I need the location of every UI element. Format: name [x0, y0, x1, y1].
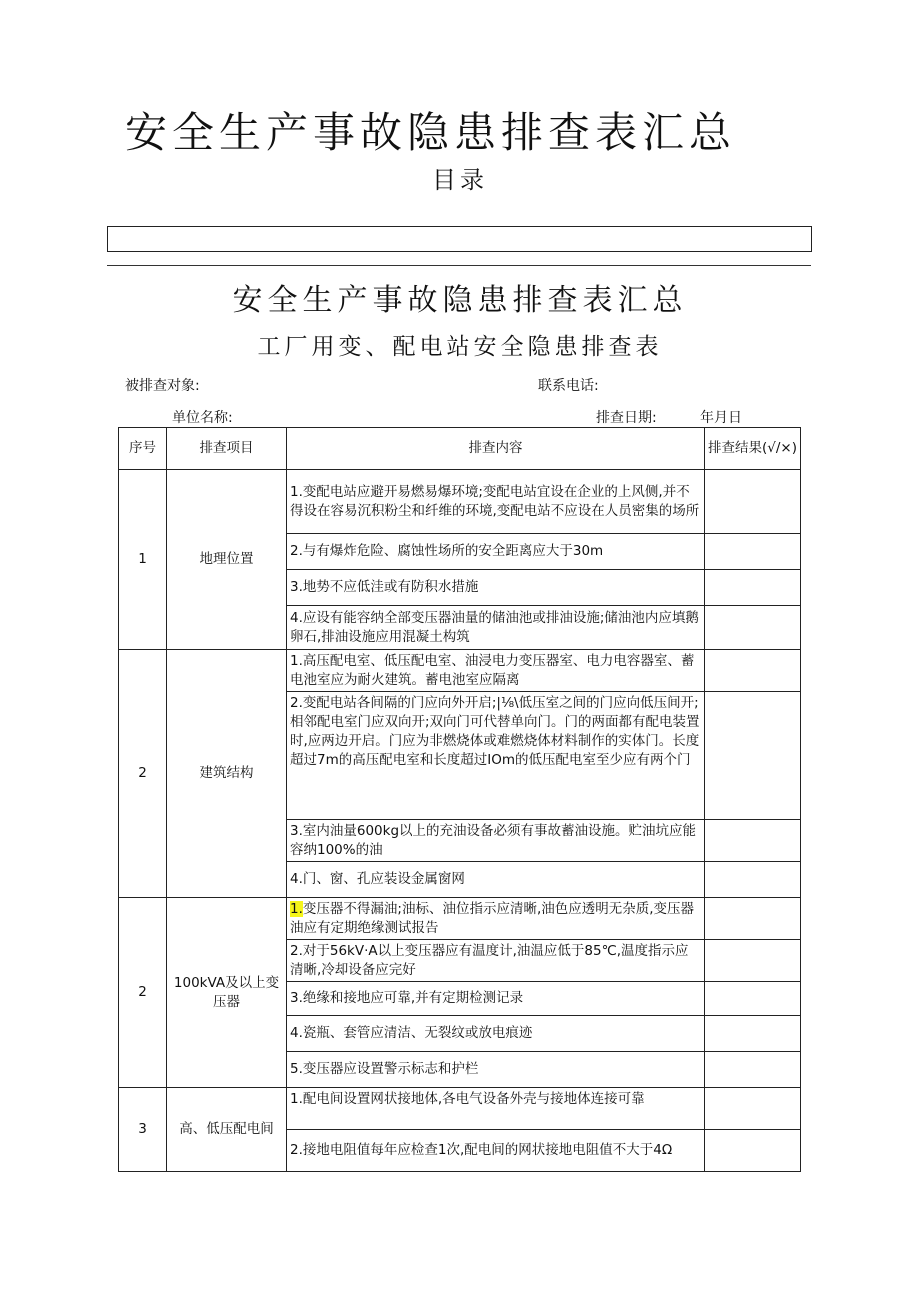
document-title: 安全生产事故隐患排查表汇总 [125, 108, 737, 157]
result-cell[interactable] [705, 650, 801, 692]
result-cell[interactable] [705, 898, 801, 940]
header-item: 排查项目 [167, 428, 287, 470]
inspection-content: 1.变配电站应避开易燃易爆环境;变配电站宜设在企业的上风侧,并不得设在容易沉积粉尘和纤维的环境,变配电站不应设在人员密集的场所 [287, 470, 705, 534]
result-cell[interactable] [705, 1052, 801, 1088]
inspection-content: 3.地势不应低洼或有防积水措施 [287, 570, 705, 606]
form-title: 工厂用变、配电站安全隐患排查表 [257, 334, 663, 360]
phone-label: 联系电话: [538, 378, 599, 394]
result-cell[interactable] [705, 1016, 801, 1052]
date-label: 排查日期: [596, 410, 657, 426]
toc-heading: 目录 [432, 166, 488, 194]
result-cell[interactable] [705, 570, 801, 606]
section-title: 安全生产事故隐患排查表汇总 [232, 283, 688, 318]
result-cell[interactable] [705, 534, 801, 570]
result-cell[interactable] [705, 606, 801, 650]
inspection-item: 建筑结构 [167, 650, 287, 898]
result-cell[interactable] [705, 470, 801, 534]
row-number: 2 [119, 898, 167, 1088]
inspection-content: 3.绝缘和接地应可靠,并有定期检测记录 [287, 982, 705, 1016]
header-content: 排查内容 [287, 428, 705, 470]
inspection-item: 高、低压配电间 [167, 1088, 287, 1172]
inspection-content: 2.变配电站各间隔的门应向外开启;|⅛\低压室之间的门应向低压间开;相邻配电室门应双向开;双向门可代替单向门。门的两面都有配电装置时,应两边开启。门应为非燃烧体或难燃烧体材料制作的实体门。长度超过7m的高压配电室和长度超过IOm的低压配电室至少应有两个门 [287, 692, 705, 820]
row-number: 1 [119, 470, 167, 650]
result-cell[interactable] [705, 982, 801, 1016]
divider [107, 265, 811, 266]
result-cell[interactable] [705, 820, 801, 862]
unit-label: 单位名称: [172, 410, 233, 426]
inspection-content [287, 898, 705, 940]
result-cell[interactable] [705, 1130, 801, 1172]
inspection-content: 4.门、窗、孔应装设金属窗网 [287, 862, 705, 898]
inspection-content: 4.应设有能容纳全部变压器油量的储油池或排油设施;储油池内应填鹅卵石,排油设施应用混凝土构筑 [287, 606, 705, 650]
highlight-marker: 1. [290, 900, 303, 917]
toc-box [107, 226, 812, 252]
inspection-content: 4.瓷瓶、套管应清洁、无裂纹或放电痕迹 [287, 1016, 705, 1052]
inspection-table [118, 427, 801, 1172]
inspection-content: 2.接地电阻值每年应检查1次,配电间的网状接地电阻值不大于4Ω [287, 1130, 705, 1172]
row-number: 2 [119, 650, 167, 898]
inspection-content-text: 变压器不得漏油;油标、油位指示应清晰,油色应透明无杂质,变压器油应有定期绝缘测试报告 [290, 900, 695, 936]
inspection-content: 3.室内油量600kg以上的充油设备必须有事故蓄油设施。贮油坑应能容纳100%的油 [287, 820, 705, 862]
result-cell[interactable] [705, 862, 801, 898]
result-cell[interactable] [705, 692, 801, 820]
row-number: 3 [119, 1088, 167, 1172]
inspection-content: 1.配电间设置网状接地体,各电气设备外壳与接地体连接可靠 [287, 1088, 705, 1130]
inspection-content: 2.对于56kV·A以上变压器应有温度计,油温应低于85℃,温度指示应清晰,冷却设备应完好 [287, 940, 705, 982]
target-label: 被排查对象: [125, 378, 200, 394]
date-value: 年月日 [700, 410, 742, 426]
inspection-content: 5.变压器应设置警示标志和护栏 [287, 1052, 705, 1088]
result-cell[interactable] [705, 1088, 801, 1130]
result-cell[interactable] [705, 940, 801, 982]
inspection-content: 2.与有爆炸危险、腐蚀性场所的安全距离应大于30m [287, 534, 705, 570]
header-no: 序号 [119, 428, 167, 470]
header-result: 排查结果(√/×) [705, 428, 801, 470]
inspection-item: 地理位置 [167, 470, 287, 650]
inspection-content: 1.高压配电室、低压配电室、油浸电力变压器室、电力电容器室、蓄电池室应为耐火建筑。蓄电池室应隔离 [287, 650, 705, 692]
inspection-item: 100kVA及以上变压器 [167, 898, 287, 1088]
